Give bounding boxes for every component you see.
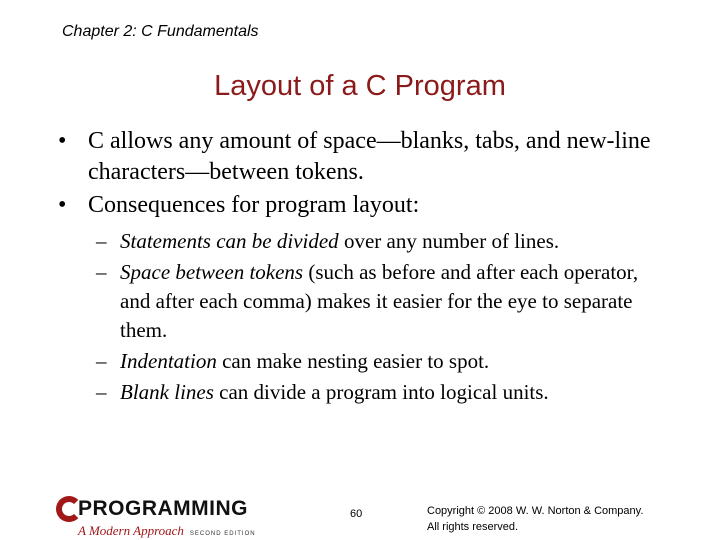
sub-bullet-emphasis: Statements can be divided xyxy=(120,229,339,253)
bullet-text: Consequences for program layout: xyxy=(88,192,420,218)
logo-wordmark: PROGRAMMING xyxy=(78,497,248,520)
sub-bullet-list xyxy=(58,227,668,407)
sub-bullet-marker: – xyxy=(96,229,107,253)
sub-bullet-item xyxy=(58,258,668,345)
bullet-text: C allows any amount of space—blanks, tabs, and new-line characters—between tokens. xyxy=(88,128,651,185)
sub-bullet-item xyxy=(58,378,668,407)
sub-bullet-text: can make nesting easier to spot. xyxy=(216,349,490,373)
slide-title: Layout of a C Program xyxy=(214,70,506,102)
book-logo xyxy=(56,496,266,540)
page-number: 60 xyxy=(350,508,363,520)
sub-bullet-emphasis: Blank lines xyxy=(120,380,214,404)
logo-subtitle-text: A Modern Approach xyxy=(78,523,184,538)
copyright-notice xyxy=(427,503,643,535)
sub-bullet-item xyxy=(58,227,668,256)
bullet-item xyxy=(58,190,668,221)
slide-content xyxy=(58,126,668,409)
sub-bullet-text: (such as before and after each operator, and after each comma) makes it easier for the eye to separate them. xyxy=(120,260,639,342)
copyright-line: All rights reserved. xyxy=(427,521,519,533)
sub-bullet-item xyxy=(58,347,668,376)
sub-bullet-emphasis: Indentation xyxy=(120,349,217,373)
copyright-line: Copyright © 2008 W. W. Norton & Company. xyxy=(427,505,644,517)
bullet-marker: • xyxy=(58,192,67,218)
sub-bullet-marker: – xyxy=(96,380,107,404)
logo-edition: SECOND EDITION xyxy=(189,531,256,537)
sub-bullet-emphasis: Space between tokens xyxy=(120,260,304,284)
sub-bullet-marker: – xyxy=(96,349,107,373)
bullet-marker: • xyxy=(58,128,67,154)
logo-subtitle xyxy=(78,523,256,539)
sub-bullet-text: can divide a program into logical units. xyxy=(213,380,549,404)
sub-bullet-marker: – xyxy=(96,260,107,284)
bullet-item xyxy=(58,126,668,188)
chapter-header: Chapter 2: C Fundamentals xyxy=(62,23,259,40)
sub-bullet-text: over any number of lines. xyxy=(338,229,560,253)
